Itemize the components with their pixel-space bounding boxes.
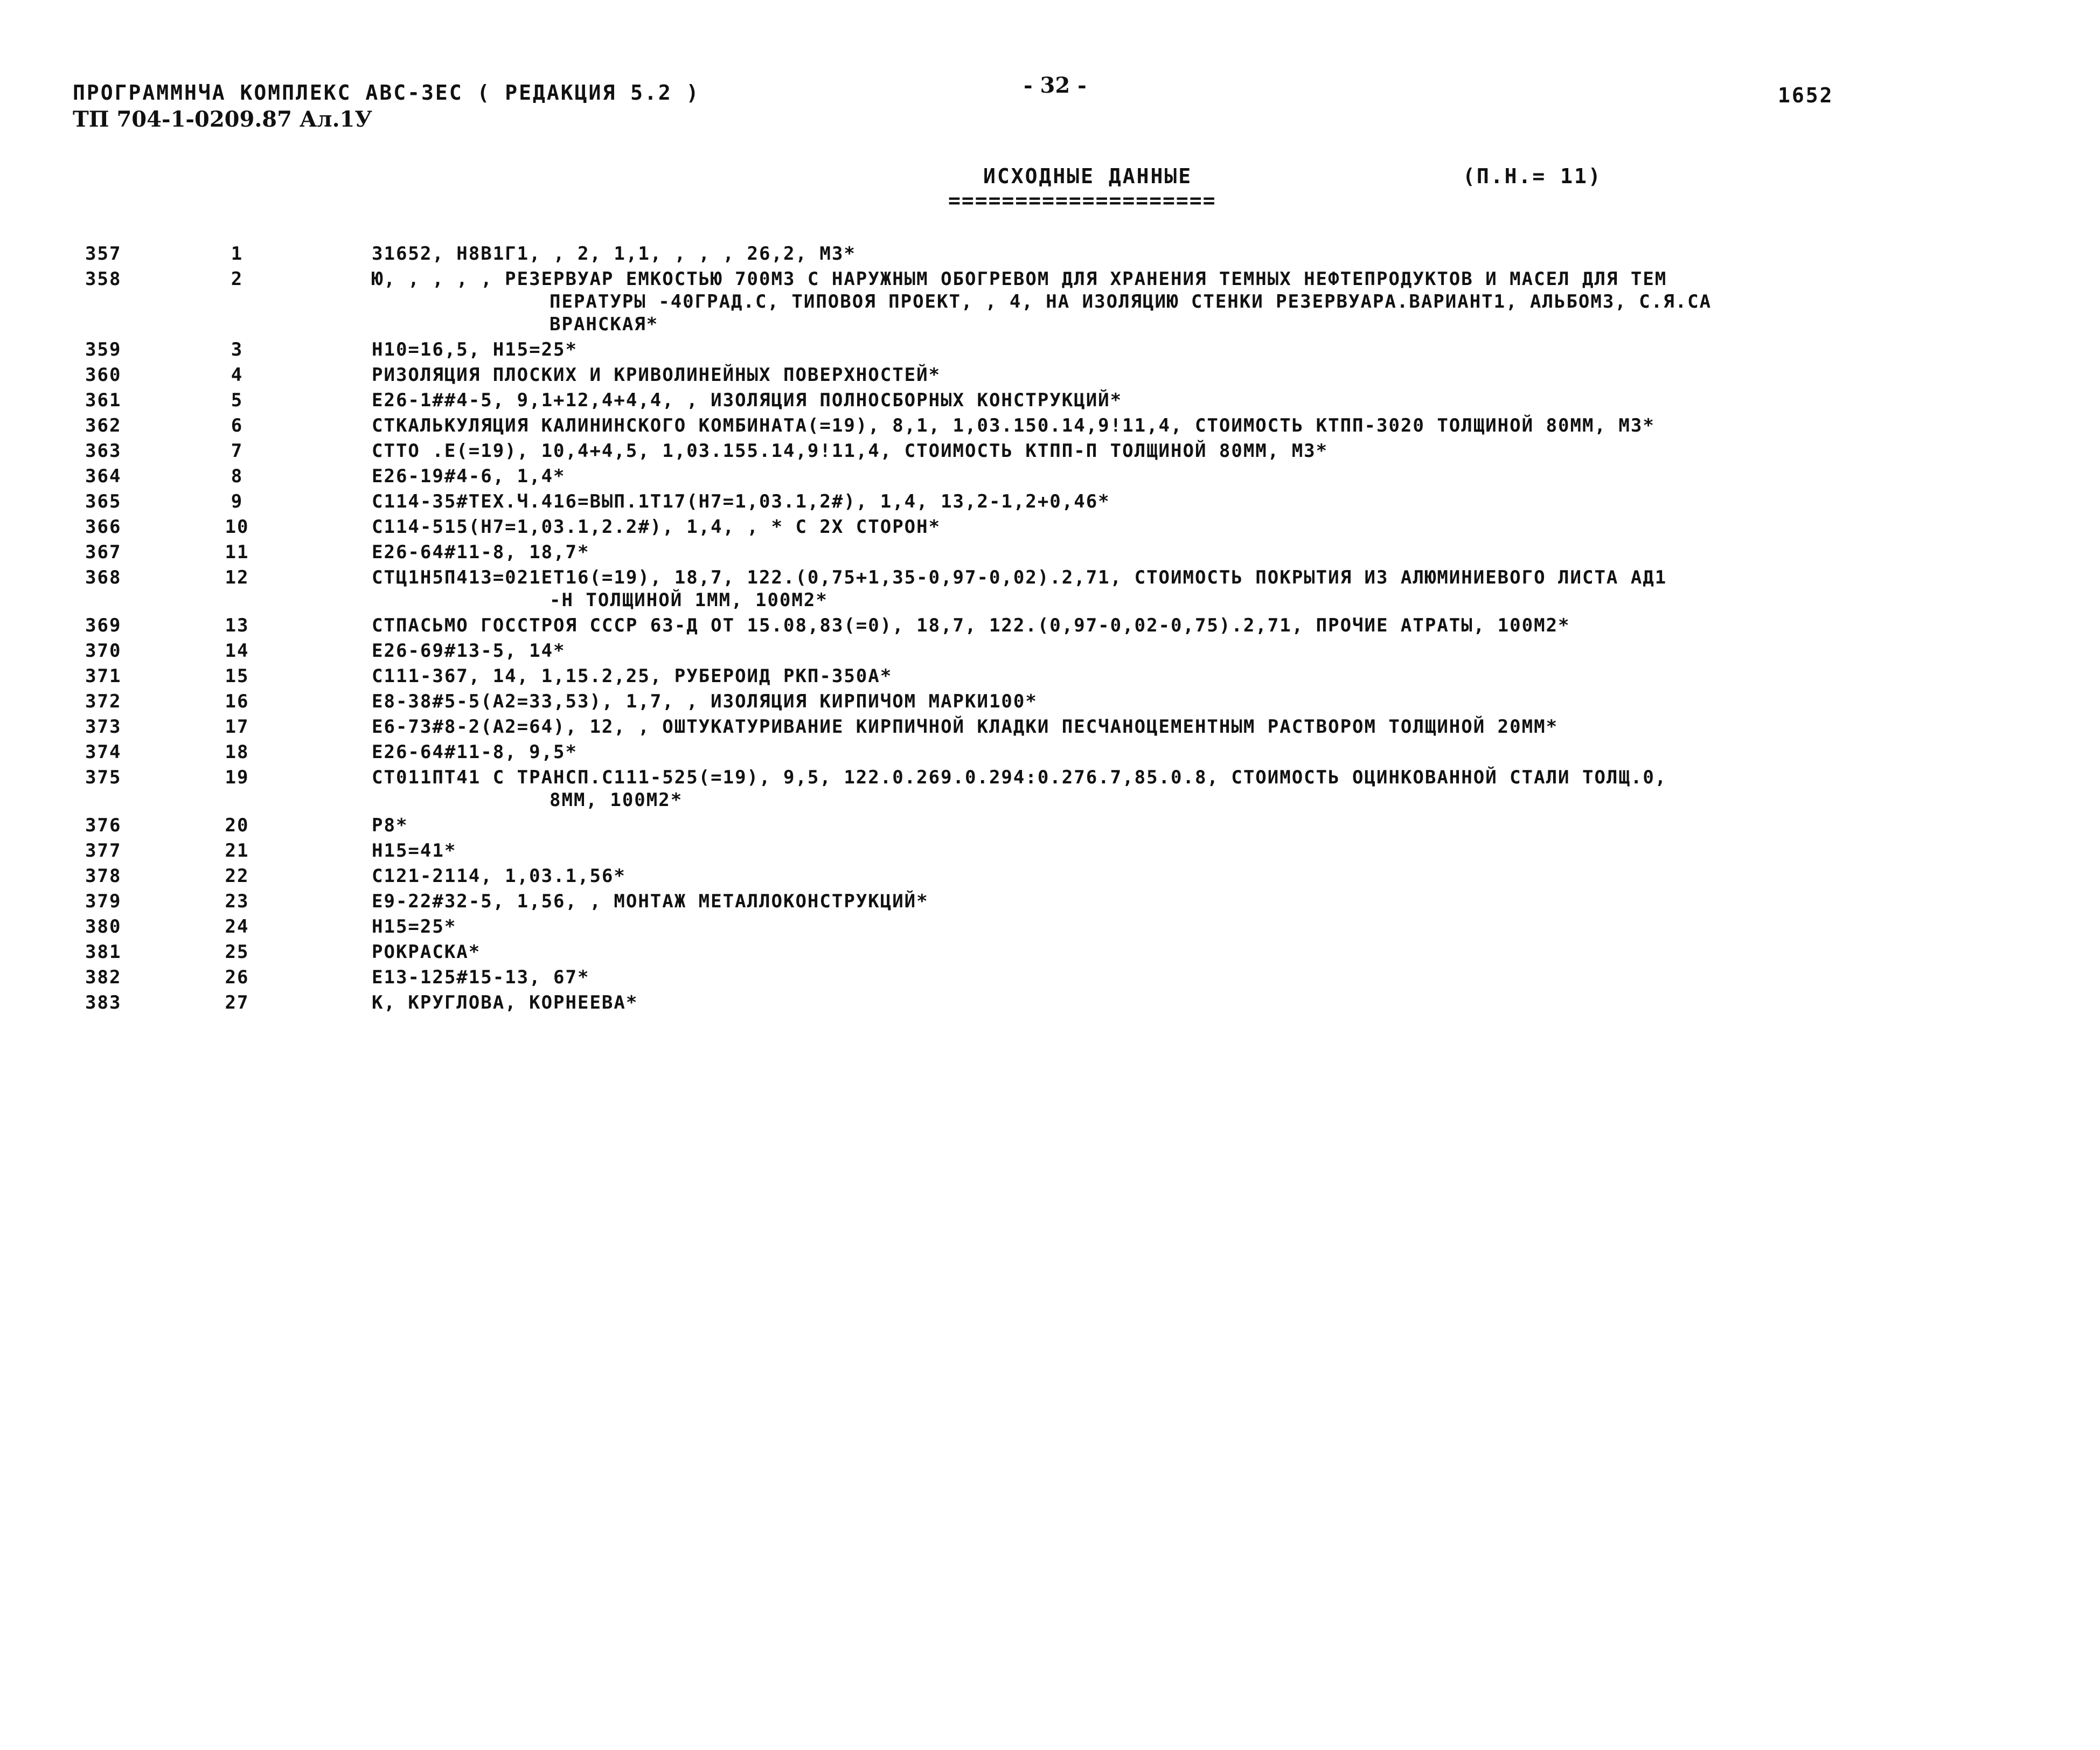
record-row [0, 268, 2100, 336]
record-row [0, 414, 2100, 437]
record-text-line: Е26-19#4-6, 1,4* [372, 466, 566, 487]
record-text [372, 614, 2100, 637]
record-row [0, 915, 2100, 938]
record-row [0, 766, 2100, 811]
record-line-number: 359 [85, 339, 122, 360]
record-index: 11 [225, 541, 249, 563]
record-text-line: С111-367, 14, 1,15.2,25, РУБЕРОИД РКП-350А* [372, 665, 893, 687]
section-underline: ==================== [948, 189, 1216, 212]
record-text-line: Ю, , , , , РЕЗЕРВУАР ЕМКОСТЬЮ 700М3 С НАРУЖНЫМ ОБОГРЕВОМ ДЛЯ ХРАНЕНИЯ ТЕМНЫХ НЕФТЕПРОДУКТОВ И МАСЕЛ ДЛЯ ТЕМ [372, 268, 1667, 290]
record-index: 13 [225, 615, 249, 636]
record-row [0, 364, 2100, 386]
record-index: 10 [225, 516, 249, 538]
record-row [0, 716, 2100, 738]
record-line-number: 369 [85, 615, 122, 636]
record-line-number: 357 [85, 243, 122, 265]
record-row [0, 640, 2100, 662]
record-text [372, 665, 2100, 688]
record-index: 21 [225, 840, 249, 862]
record-index: 7 [231, 440, 244, 462]
record-text [372, 414, 2100, 437]
record-text [372, 966, 2100, 989]
record-text-line: РИЗОЛЯЦИЯ ПЛОСКИХ И КРИВОЛИНЕЙНЫХ ПОВЕРХНОСТЕЙ* [372, 364, 941, 386]
record-index: 5 [231, 390, 244, 411]
record-text [372, 814, 2100, 837]
record-text [372, 741, 2100, 763]
record-text [372, 766, 2100, 811]
record-index: 3 [231, 339, 244, 360]
record-text [372, 690, 2100, 713]
record-line-number: 368 [85, 567, 122, 588]
record-index: 4 [231, 364, 244, 386]
record-line-number: 378 [85, 865, 122, 887]
record-row [0, 389, 2100, 412]
record-index: 25 [225, 941, 249, 963]
record-text [372, 516, 2100, 538]
record-row [0, 338, 2100, 361]
record-text-line: Е26-64#11-8, 9,5* [372, 741, 578, 763]
record-line-number: 382 [85, 967, 122, 988]
record-index: 2 [231, 268, 244, 290]
record-text-line: Е6-73#8-2(А2=64), 12, , ОШТУКАТУРИВАНИЕ КИРПИЧНОЙ КЛАДКИ ПЕСЧАНОЦЕМЕНТНЫМ РАСТВОРОМ ТОЛЩИНОЙ 20ММ* [372, 716, 1559, 738]
section-parameter: (П.Н.= 11) [1463, 164, 1602, 188]
record-index: 22 [225, 865, 249, 887]
record-line-number: 374 [85, 741, 122, 763]
record-index: 9 [231, 491, 244, 512]
record-row [0, 516, 2100, 538]
record-index: 24 [225, 916, 249, 938]
record-text [372, 440, 2100, 462]
record-index: 14 [225, 640, 249, 662]
record-line-number: 371 [85, 665, 122, 687]
record-text [372, 716, 2100, 738]
records-list [0, 242, 2100, 1017]
record-row [0, 665, 2100, 688]
record-text-line: Е26-64#11-8, 18,7* [372, 541, 590, 563]
record-text [372, 242, 2100, 265]
record-text [372, 640, 2100, 662]
record-line-number: 379 [85, 891, 122, 912]
record-row [0, 465, 2100, 488]
record-text-line: Е8-38#5-5(А2=33,53), 1,7, , ИЗОЛЯЦИЯ КИРПИЧОМ МАРКИ100* [372, 691, 1038, 712]
page-number: - 32 - [1024, 73, 1087, 98]
record-row [0, 490, 2100, 513]
record-text-line: СТЦ1Н5П413=021ЕТ16(=19), 18,7, 122.(0,75+1,35-0,97-0,02).2,71, СТОИМОСТЬ ПОКРЫТИЯ ИЗ АЛЮМИНИЕВОГО ЛИСТА АД1 [372, 567, 1667, 588]
record-index: 12 [225, 567, 249, 588]
record-index: 17 [225, 716, 249, 738]
record-text-line: СТТО .Е(=19), 10,4+4,5, 1,03.155.14,9!11,4, СТОИМОСТЬ КТПП-П ТОЛЩИНОЙ 80ММ, М3* [372, 440, 1329, 462]
record-text [372, 890, 2100, 913]
record-row [0, 566, 2100, 612]
record-index: 6 [231, 415, 244, 436]
record-row [0, 242, 2100, 265]
record-line-number: 365 [85, 491, 122, 512]
record-row [0, 614, 2100, 637]
record-text [372, 566, 2100, 612]
record-text-line: С114-515(Н7=1,03.1,2.2#), 1,4, , * С 2Х СТОРОН* [372, 516, 941, 538]
record-line-number: 383 [85, 992, 122, 1013]
record-line-number: 367 [85, 541, 122, 563]
record-row [0, 440, 2100, 462]
record-text-continuation: ВРАНСКАЯ* [550, 314, 659, 335]
record-text-line: С114-35#ТЕХ.Ч.416=ВЫП.1Т17(Н7=1,03.1,2#), 1,4, 13,2-1,2+0,46* [372, 491, 1110, 512]
record-text [372, 465, 2100, 488]
record-text [372, 389, 2100, 412]
record-text-line: СТ011ПТ41 С ТРАНСП.С111-525(=19), 9,5, 122.0.269.0.294:0.276.7,85.0.8, СТОИМОСТЬ ОЦИНКОВАННОЙ СТАЛИ ТОЛЩ.0, [372, 767, 1667, 788]
record-row [0, 991, 2100, 1014]
record-text [372, 541, 2100, 564]
record-index: 15 [225, 665, 249, 687]
record-line-number: 358 [85, 268, 122, 290]
record-text-line: Е13-125#15-13, 67* [372, 967, 590, 988]
record-row [0, 890, 2100, 913]
record-row [0, 839, 2100, 862]
record-text [372, 490, 2100, 513]
record-index: 16 [225, 691, 249, 712]
record-row [0, 814, 2100, 837]
record-text [372, 941, 2100, 963]
record-text-continuation: 8ММ, 100М2* [550, 789, 683, 811]
sheet-number: 1652 [1778, 84, 1834, 107]
record-text-line: С121-2114, 1,03.1,56* [372, 865, 626, 887]
record-row [0, 741, 2100, 763]
record-text-line: Н10=16,5, Н15=25* [372, 339, 578, 360]
record-row [0, 690, 2100, 713]
record-text [372, 839, 2100, 862]
record-text [372, 364, 2100, 386]
record-line-number: 360 [85, 364, 122, 386]
record-line-number: 364 [85, 466, 122, 487]
record-text [372, 268, 2100, 336]
record-line-number: 375 [85, 767, 122, 788]
record-row [0, 966, 2100, 989]
record-text-line: Е26-1##4-5, 9,1+12,4+4,4, , ИЗОЛЯЦИЯ ПОЛНОСБОРНЫХ КОНСТРУКЦИЙ* [372, 390, 1123, 411]
record-index: 8 [231, 466, 244, 487]
record-line-number: 366 [85, 516, 122, 538]
record-text [372, 915, 2100, 938]
record-index: 1 [231, 243, 244, 265]
record-row [0, 865, 2100, 887]
record-line-number: 363 [85, 440, 122, 462]
record-text-line: РОКРАСКА* [372, 941, 481, 963]
record-line-number: 377 [85, 840, 122, 862]
record-text [372, 865, 2100, 887]
record-line-number: 373 [85, 716, 122, 738]
record-index: 18 [225, 741, 249, 763]
record-line-number: 376 [85, 815, 122, 836]
record-text-line: СТПАСЬМО ГОССТРОЯ СССР 63-Д ОТ 15.08,83(=0), 18,7, 122.(0,97-0,02-0,75).2,71, ПРОЧИЕ АТРАТЫ, 100М2* [372, 615, 1570, 636]
record-line-number: 381 [85, 941, 122, 963]
record-text-line: Е9-22#32-5, 1,56, , МОНТАЖ МЕТАЛЛОКОНСТРУКЦИЙ* [372, 891, 929, 912]
record-index: 19 [225, 767, 249, 788]
record-text-continuation: -Н ТОЛЩИНОЙ 1ММ, 100М2* [550, 589, 828, 611]
record-line-number: 362 [85, 415, 122, 436]
record-line-number: 370 [85, 640, 122, 662]
record-text-line: 31652, Н8В1Г1, , 2, 1,1, , , , 26,2, М3* [372, 243, 856, 265]
record-index: 20 [225, 815, 249, 836]
record-text-line: Н15=25* [372, 916, 457, 938]
record-line-number: 361 [85, 390, 122, 411]
record-row [0, 941, 2100, 963]
document-code: ТП 704-1-0209.87 Ал.1У [73, 107, 372, 132]
record-line-number: 380 [85, 916, 122, 938]
record-index: 26 [225, 967, 249, 988]
record-text [372, 338, 2100, 361]
record-text-line: Е26-69#13-5, 14* [372, 640, 566, 662]
record-text-line: СТКАЛЬКУЛЯЦИЯ КАЛИНИНСКОГО КОМБИНАТА(=19), 8,1, 1,03.150.14,9!11,4, СТОИМОСТЬ КТПП-3020 ТОЛЩИНОЙ 80ММ, М3* [372, 415, 1655, 436]
record-index: 23 [225, 891, 249, 912]
section-title: ИСХОДНЫЕ ДАННЫЕ [983, 164, 1193, 188]
record-row [0, 541, 2100, 564]
record-text-line: К, КРУГЛОВА, КОРНЕЕВА* [372, 992, 638, 1013]
program-title: ПРОГРАММНЧА КОМПЛЕКС АВС-ЗЕС ( РЕДАКЦИЯ 5.2 ) [73, 81, 700, 105]
record-text-continuation: ПЕРАТУРЫ -40ГРАД.С, ТИПОВОЯ ПРОЕКТ, , 4, НА ИЗОЛЯЦИЮ СТЕНКИ РЕЗЕРВУАРА.ВАРИАНТ1, АЛЬБОМ3, С.Я.СА [550, 291, 1712, 313]
record-line-number: 372 [85, 691, 122, 712]
record-text [372, 991, 2100, 1014]
record-text-line: Н15=41* [372, 840, 457, 862]
record-text-line: Р8* [372, 815, 408, 836]
record-index: 27 [225, 992, 249, 1013]
